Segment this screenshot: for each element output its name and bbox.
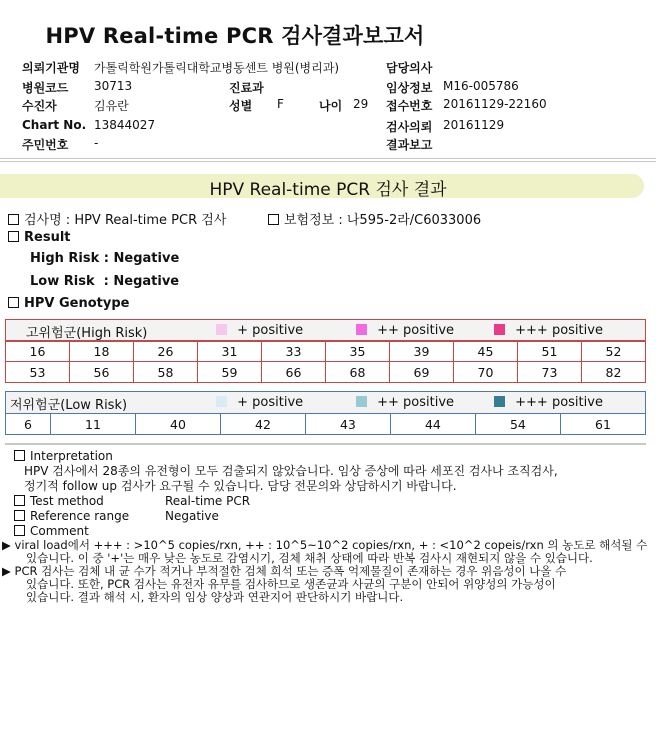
legend-label: +++ positive xyxy=(515,395,603,410)
low-risk-title: 저위험군(Low Risk) xyxy=(10,398,128,413)
chart-label: Chart No. xyxy=(22,118,87,132)
genotype-cell: 51 xyxy=(518,341,582,362)
genotype-cell: 18 xyxy=(70,341,134,362)
collector-value: 김유란 xyxy=(94,99,129,113)
test-method-row xyxy=(14,494,650,509)
legend-label: + positive xyxy=(237,323,304,338)
comment-1-line-b: 있습니다. 이 중 '+'는 매우 낮은 농도로 감염시기, 검체 채취 상태에 따라 반복 검사시 재현되지 않을 수 있습니다. xyxy=(26,551,593,565)
clinical-value: M16-005786 xyxy=(443,79,519,93)
genotype-cell: 11 xyxy=(51,414,136,435)
sex-label: 성별 xyxy=(229,99,253,113)
comment-2-line-b: 있습니다. 또한, PCR 검사는 유전자 유무를 검사하므로 생존균과 사균의 구분이 안되어 위양성의 가능성이 xyxy=(26,577,556,591)
genotype-cell: 73 xyxy=(518,362,582,383)
test-name-text: 검사명 : HPV Real-time PCR 검사 xyxy=(24,213,227,228)
legend-label: ++ positive xyxy=(377,323,455,338)
bullet-arrow-icon: ▶ xyxy=(2,564,11,578)
result-heading-text: Result xyxy=(24,230,71,245)
divider xyxy=(0,161,656,162)
comment-body xyxy=(2,539,652,604)
legend-swatch xyxy=(356,324,367,335)
legend-label: +++ positive xyxy=(515,323,603,338)
table-row xyxy=(6,414,646,435)
genotype-cell: 40 xyxy=(135,414,220,435)
genotype-cell: 58 xyxy=(134,362,198,383)
request-value: 20161129 xyxy=(443,118,505,132)
genotype-cell: 53 xyxy=(6,362,70,383)
genotype-cell: 59 xyxy=(198,362,262,383)
bullet-arrow-icon: ▶ xyxy=(2,538,11,552)
high-risk-title: 고위험군(High Risk) xyxy=(26,326,148,341)
interpretation-line-1: HPV 검사에서 28종의 유전형이 모두 검출되지 않았습니다. 임상 증상에 따라 세포진 검사나 조직검사, xyxy=(24,464,558,478)
clinical-label: 임상정보 xyxy=(386,81,433,95)
age-value: 29 xyxy=(353,97,369,111)
legend-plusplusplus xyxy=(494,395,603,410)
high-risk-header xyxy=(5,319,646,342)
checkbox-icon xyxy=(8,297,19,308)
age-label: 나이 xyxy=(319,99,343,113)
genotype-cell: 39 xyxy=(390,341,454,362)
checkbox-icon xyxy=(8,231,19,242)
reference-range-row xyxy=(14,509,650,524)
genotype-cell: 56 xyxy=(70,362,134,383)
table-row xyxy=(6,362,646,383)
interpretation-heading xyxy=(14,449,650,464)
genotype-cell: 45 xyxy=(454,341,518,362)
interpretation-heading-text: Interpretation xyxy=(30,449,113,463)
checkbox-icon xyxy=(268,214,279,225)
rrn-value: - xyxy=(94,136,99,150)
genotype-cell: 70 xyxy=(454,362,518,383)
doctor-label: 담당의사 xyxy=(386,61,433,75)
reference-range-value: Negative xyxy=(165,509,219,523)
insurance-text: 보험정보 : 나595-2라/C6033006 xyxy=(284,213,482,228)
insurance-line xyxy=(268,209,481,228)
divider xyxy=(5,443,646,445)
legend-label: + positive xyxy=(237,395,304,410)
legend-label: ++ positive xyxy=(377,395,455,410)
report-label: 결과보고 xyxy=(386,138,433,152)
genotype-cell: 6 xyxy=(6,414,51,435)
legend-plusplusplus xyxy=(494,323,603,338)
comment-text: PCR 검사는 검체 내 균 수가 적거나 부적절한 검체 희석 또는 증폭 억제물질이 존재하는 경우 위음성이 나올 수 xyxy=(14,564,567,578)
interpretation-section xyxy=(14,449,650,539)
legend-swatch xyxy=(216,396,227,407)
genotype-cell: 68 xyxy=(326,362,390,383)
genotype-cell: 31 xyxy=(198,341,262,362)
genotype-cell: 54 xyxy=(475,414,560,435)
checkbox-icon xyxy=(14,510,25,521)
rrn-label: 주민번호 xyxy=(22,138,69,152)
report-title: HPV Real-time PCR 검사결과보고서 xyxy=(45,24,425,48)
table-row xyxy=(6,341,646,362)
collector-label: 수진자 xyxy=(22,99,57,113)
institution-value: 가톨릭학원가톨릭대학교병동센트 병원(병리과) xyxy=(94,61,340,75)
comment-text: viral load에서 +++ : >10^5 copies/rxn, ++ : 10^5~10^2 copies/rxn, + : <10^2 copeis/rxn 의 농도로 해석될 수 xyxy=(14,538,648,552)
checkbox-icon xyxy=(8,214,19,225)
comment-2-line-c: 있습니다. 결과 해석 시, 환자의 임상 양상과 연관지어 판단하시기 바랍니다. xyxy=(26,590,404,604)
high-risk-table xyxy=(5,340,646,383)
genotype-cell: 43 xyxy=(305,414,390,435)
legend-plus xyxy=(216,395,303,410)
legend-plusplus xyxy=(356,323,454,338)
sex-value: F xyxy=(277,97,284,111)
checkbox-icon xyxy=(14,450,25,461)
genotype-cell: 69 xyxy=(390,362,454,383)
institution-label: 의뢰기관명 xyxy=(22,61,80,75)
divider xyxy=(0,158,656,159)
comment-heading xyxy=(14,524,650,539)
result-banner-title: HPV Real-time PCR 검사 결과 xyxy=(209,180,447,200)
legend-plusplus xyxy=(356,395,454,410)
genotype-cell: 52 xyxy=(582,341,646,362)
genotype-cell: 82 xyxy=(582,362,646,383)
hospital-code-value: 30713 xyxy=(94,79,133,93)
legend-swatch xyxy=(494,324,505,335)
hospital-code-label: 병원코드 xyxy=(22,81,69,95)
genotype-cell: 61 xyxy=(560,414,645,435)
receipt-label: 접수번호 xyxy=(386,99,433,113)
low-risk-result: Low Risk : Negative xyxy=(30,274,180,289)
reference-range-label: Reference range xyxy=(30,509,130,523)
legend-plus xyxy=(216,323,303,338)
genotype-cell: 26 xyxy=(134,341,198,362)
genotype-cell: 16 xyxy=(6,341,70,362)
comment-label: Comment xyxy=(30,524,89,538)
test-name-line xyxy=(8,209,226,228)
genotype-cell: 33 xyxy=(262,341,326,362)
low-risk-header xyxy=(5,391,646,414)
dept-label: 진료과 xyxy=(229,81,264,95)
legend-swatch xyxy=(494,396,505,407)
genotype-cell: 35 xyxy=(326,341,390,362)
chart-value: 13844027 xyxy=(94,118,156,132)
request-label: 검사의뢰 xyxy=(386,120,433,134)
test-method-value: Real-time PCR xyxy=(165,494,251,508)
genotype-heading xyxy=(8,296,129,311)
test-method-label: Test method xyxy=(30,494,104,508)
legend-swatch xyxy=(356,396,367,407)
high-risk-result: High Risk : Negative xyxy=(30,251,180,266)
genotype-cell: 44 xyxy=(390,414,475,435)
genotype-cell: 66 xyxy=(262,362,326,383)
interpretation-line-2: 정기적 follow up 검사가 요구될 수 있습니다. 담당 전문의와 상담하시기 바랍니다. xyxy=(24,479,457,493)
legend-swatch xyxy=(216,324,227,335)
checkbox-icon xyxy=(14,525,25,536)
result-heading xyxy=(8,230,71,245)
receipt-value: 20161129-22160 xyxy=(443,97,547,111)
genotype-cell: 42 xyxy=(220,414,305,435)
low-risk-table xyxy=(5,413,646,435)
checkbox-icon xyxy=(14,495,25,506)
genotype-heading-text: HPV Genotype xyxy=(24,296,130,311)
